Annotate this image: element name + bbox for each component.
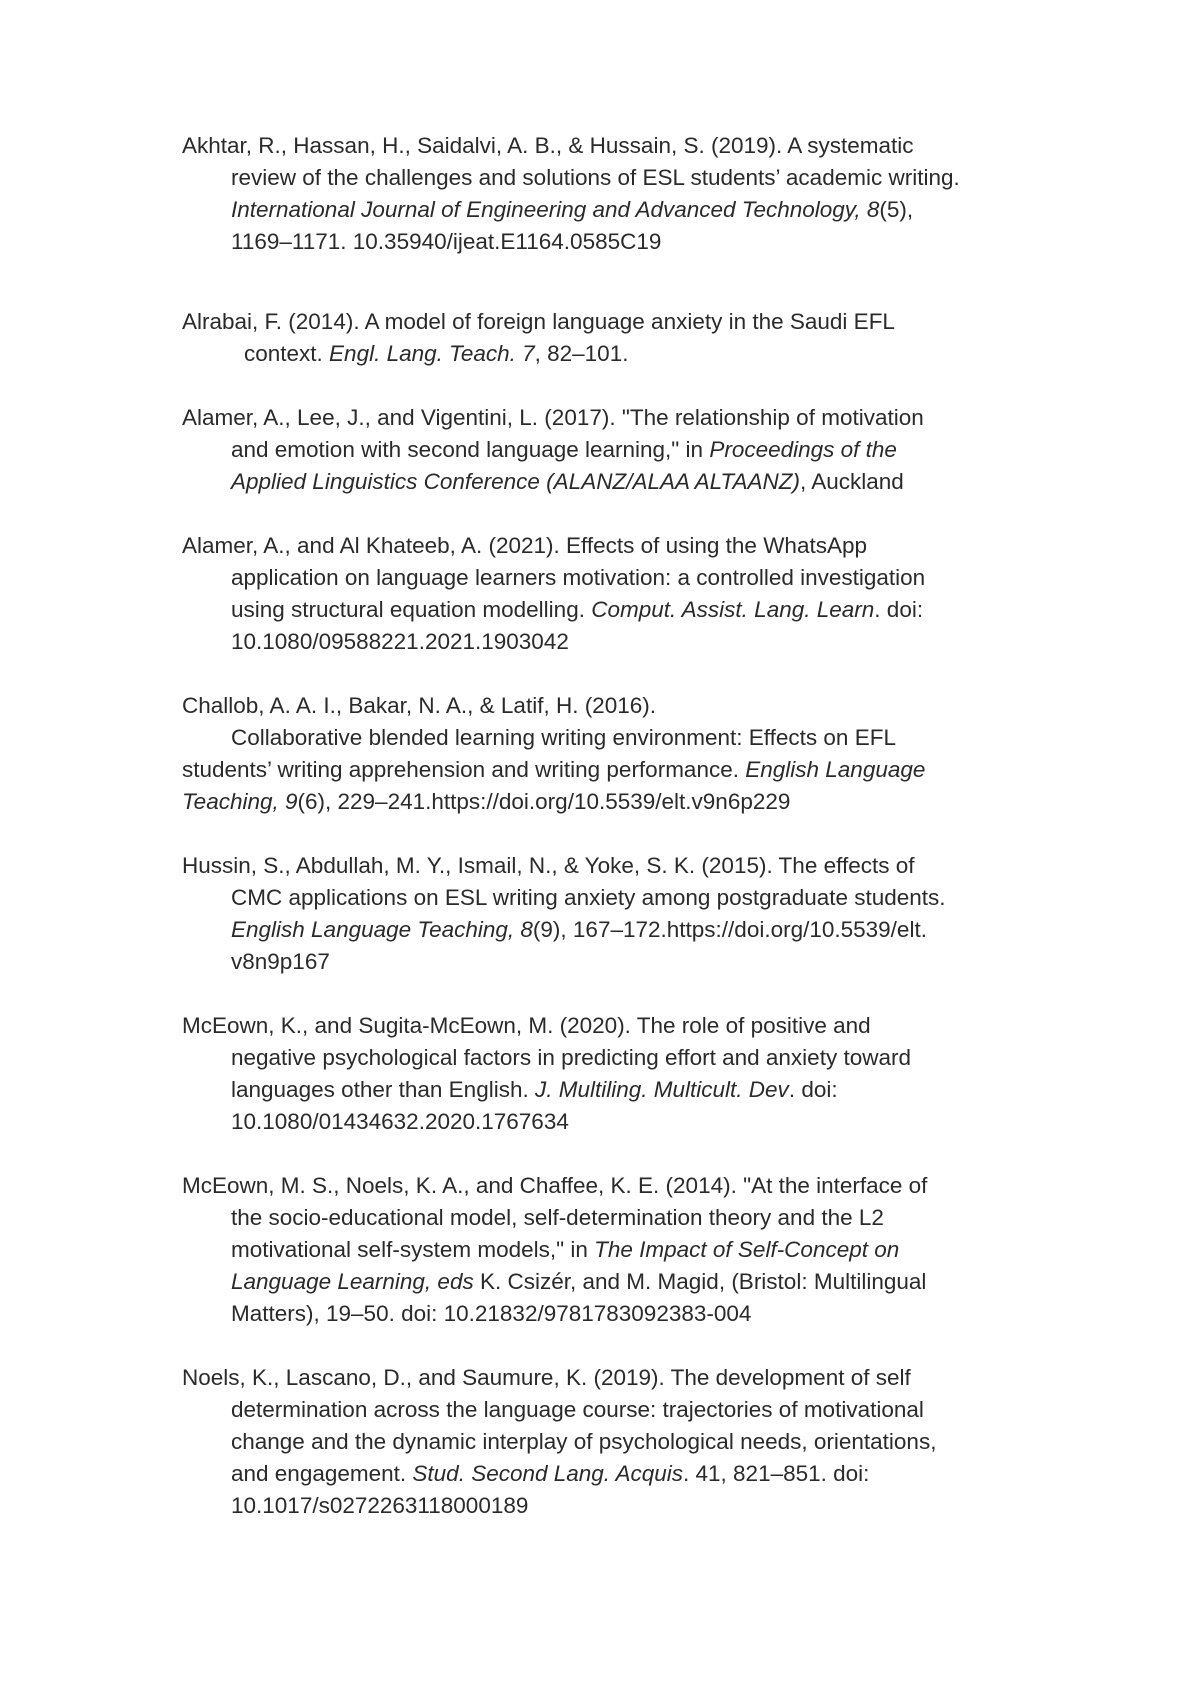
reference-entry	[182, 402, 1052, 498]
reference-line: review of the challenges and solutions of ESL students’ academic writing.	[231, 165, 960, 190]
reference-line: Noels, K., Lascano, D., and Saumure, K. (2019). The development of self	[182, 1365, 911, 1390]
reference-line: the socio-educational model, self-determination theory and the L2	[231, 1205, 884, 1230]
reference-line: and emotion with second language learning," in Proceedings of the	[231, 437, 897, 462]
reference-line: Alamer, A., and Al Khateeb, A. (2021). Effects of using the WhatsApp	[182, 533, 867, 558]
journal-title: J. Multiling. Multicult. Dev	[534, 1077, 789, 1102]
reference-line: 10.1080/09588221.2021.1903042	[231, 629, 569, 654]
reference-line: 10.1080/01434632.2020.1767634	[231, 1109, 569, 1134]
reference-entry	[182, 850, 1052, 978]
reference-entry	[182, 690, 1052, 818]
reference-line: Alamer, A., Lee, J., and Vigentini, L. (2017). "The relationship of motivation	[182, 405, 924, 430]
reference-line: Language Learning, eds K. Csizér, and M. Magid, (Bristol: Multilingual	[231, 1269, 927, 1294]
reference-line: negative psychological factors in predicting effort and anxiety toward	[231, 1045, 911, 1070]
reference-line: and engagement. Stud. Second Lang. Acquis. 41, 821–851. doi:	[231, 1461, 870, 1486]
reference-line: Matters), 19–50. doi: 10.21832/9781783092383-004	[231, 1301, 752, 1326]
reference-entry	[182, 130, 1052, 258]
journal-title: Teaching, 9	[182, 789, 298, 814]
reference-line: students’ writing apprehension and writing performance. English Language	[182, 757, 926, 782]
reference-line: change and the dynamic interplay of psychological needs, orientations,	[231, 1429, 937, 1454]
reference-entry	[182, 1170, 1052, 1330]
reference-line: Hussin, S., Abdullah, M. Y., Ismail, N., & Yoke, S. K. (2015). The effects of	[182, 853, 915, 878]
reference-line: v8n9p167	[231, 949, 330, 974]
journal-title: Stud. Second Lang. Acquis	[412, 1461, 684, 1486]
journal-title: International Journal of Engineering and Advanced Technology, 8	[231, 197, 880, 222]
reference-line: languages other than English. J. Multiling. Multicult. Dev. doi:	[231, 1077, 838, 1102]
reference-line: 10.1017/s0272263118000189	[231, 1493, 529, 1518]
reference-line: International Journal of Engineering and Advanced Technology, 8(5),	[231, 197, 914, 222]
proceedings-title: Applied Linguistics Conference (ALANZ/ALAA ALTAANZ)	[231, 469, 800, 494]
reference-line: Collaborative blended learning writing environment: Effects on EFL	[231, 725, 896, 750]
book-title: The Impact of Self-Concept on	[594, 1237, 900, 1262]
reference-line: 1169–1171. 10.35940/ijeat.E1164.0585C19	[231, 229, 662, 254]
journal-title: Comput. Assist. Lang. Learn	[591, 597, 875, 622]
reference-line: Alrabai, F. (2014). A model of foreign language anxiety in the Saudi EFL	[182, 309, 895, 334]
reference-line: English Language Teaching, 8(9), 167–172.https://doi.org/10.5539/elt.	[231, 917, 927, 942]
reference-line: Challob, A. A. I., Bakar, N. A., & Latif, H. (2016).	[182, 693, 656, 718]
reference-line: context. Engl. Lang. Teach. 7, 82–101.	[244, 341, 629, 366]
book-title: Language Learning, eds	[231, 1269, 474, 1294]
reference-entry	[182, 1010, 1052, 1138]
reference-line: motivational self-system models," in The Impact of Self-Concept on	[231, 1237, 900, 1262]
reference-line: using structural equation modelling. Comput. Assist. Lang. Learn. doi:	[231, 597, 924, 622]
reference-entry	[182, 1362, 1052, 1522]
reference-entry	[182, 306, 1052, 370]
reference-line: Akhtar, R., Hassan, H., Saidalvi, A. B., & Hussain, S. (2019). A systematic	[182, 133, 914, 158]
reference-line: determination across the language course: trajectories of motivational	[231, 1397, 924, 1422]
reference-line: McEown, M. S., Noels, K. A., and Chaffee, K. E. (2014). "At the interface of	[182, 1173, 928, 1198]
journal-title: English Language	[745, 757, 926, 782]
journal-title: Engl. Lang. Teach. 7	[329, 341, 535, 366]
reference-line: application on language learners motivation: a controlled investigation	[231, 565, 926, 590]
reference-line: McEown, K., and Sugita-McEown, M. (2020). The role of positive and	[182, 1013, 871, 1038]
reference-entry	[182, 530, 1052, 658]
proceedings-title: Proceedings of the	[709, 437, 897, 462]
reference-line: Teaching, 9(6), 229–241.https://doi.org/10.5539/elt.v9n6p229	[182, 789, 791, 814]
journal-title: English Language Teaching, 8	[231, 917, 533, 942]
reference-line: Applied Linguistics Conference (ALANZ/ALAA ALTAANZ), Auckland	[231, 469, 904, 494]
reference-line: CMC applications on ESL writing anxiety among postgraduate students.	[231, 885, 946, 910]
